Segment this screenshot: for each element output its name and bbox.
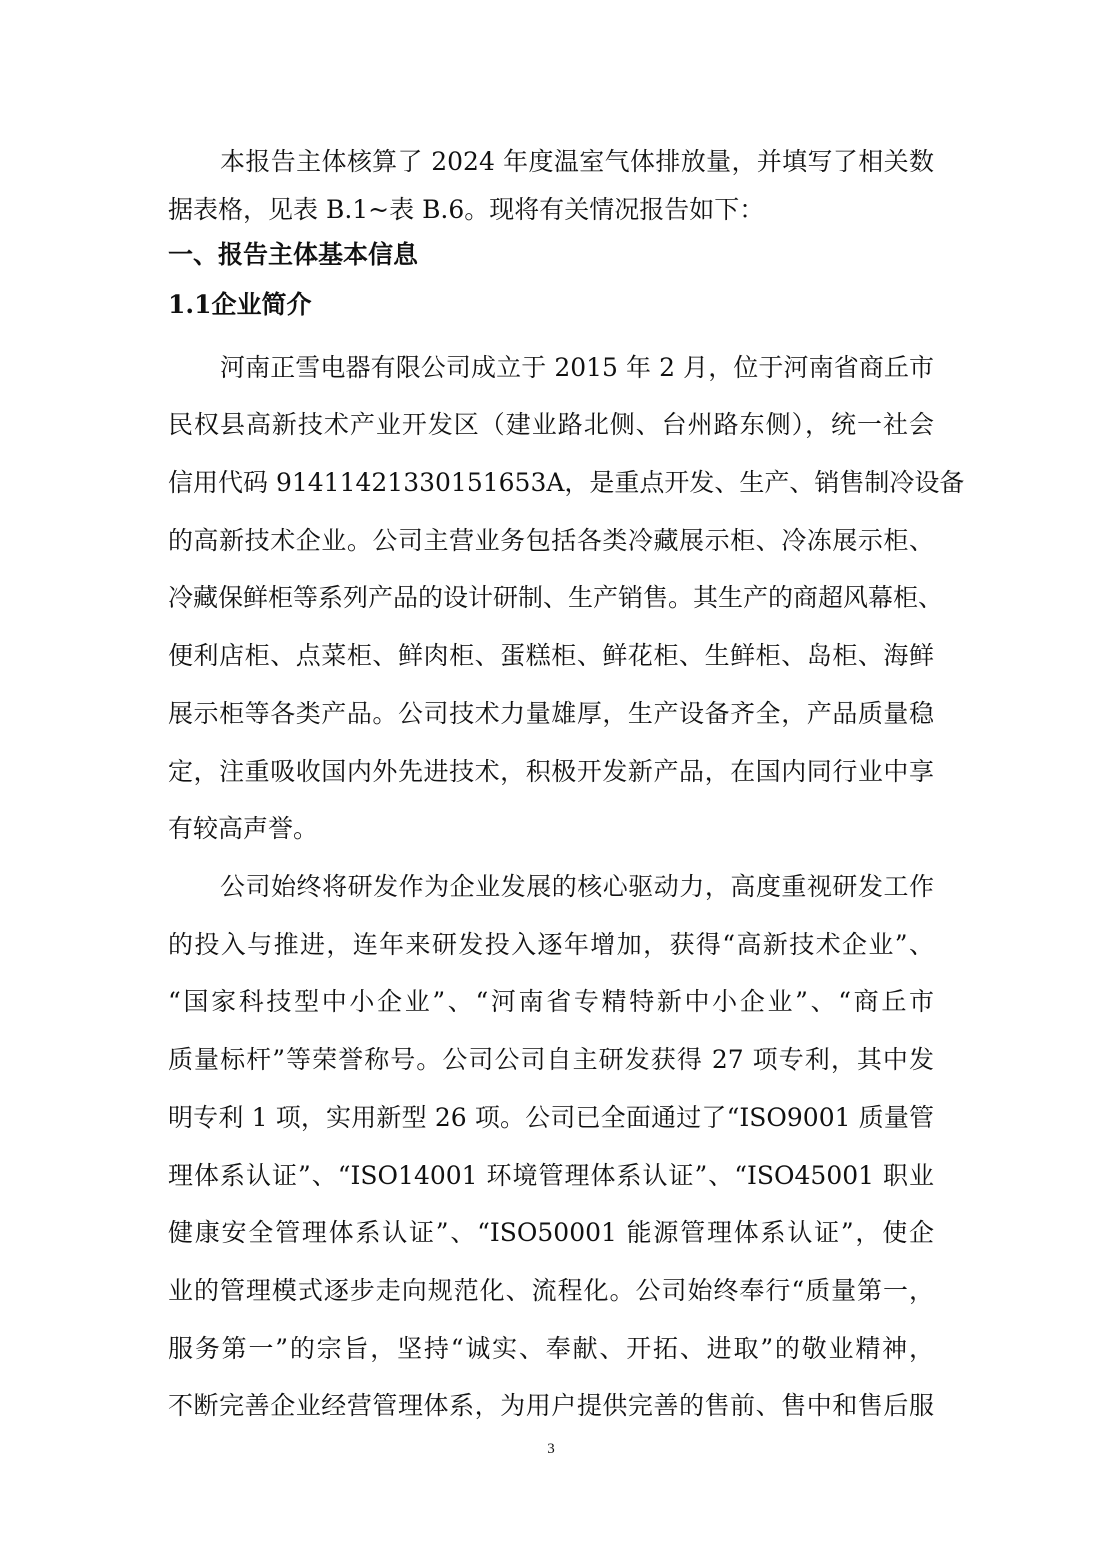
paragraph-line: 健康安全管理体系认证”、“ISO50001 能源管理体系认证”，使企 [168,1218,934,1247]
paragraph-line: 冷藏保鲜柜等系列产品的设计研制、生产销售。其生产的商超风幕柜、 [168,583,944,612]
paragraph-line: 业的管理模式逐步走向规范化、流程化。公司始终奉行“质量第一， [168,1276,934,1305]
subsection-heading: 1.1企业简介 [168,290,312,319]
paragraph-line: 的投入与推进，连年来研发投入逐年增加，获得“高新技术企业”、 [168,930,934,959]
paragraph-line: 民权县高新技术产业开发区（建业路北侧、台州路东侧），统一社会 [168,410,934,439]
section-heading: 一、报告主体基本信息 [168,240,419,269]
paragraph-line: 明专利 1 项，实用新型 26 项。公司已全面通过了“ISO9001 质量管 [168,1103,934,1132]
paragraph-line: 展示柜等各类产品。公司技术力量雄厚，生产设备齐全，产品质量稳 [168,699,934,728]
paragraph-line: “国家科技型中小企业”、“河南省专精特新中小企业”、“商丘市 [168,987,934,1016]
paragraph-line: 质量标杆”等荣誉称号。公司公司自主研发获得 27 项专利，其中发 [168,1045,934,1074]
page-number: 3 [547,1441,555,1457]
paragraph-line: 据表格，见表 B.1~表 B.6。现将有关情况报告如下： [168,195,765,224]
paragraph-line: 信用代码 91411421330151653A，是重点开发、生产、销售制冷设备 [168,468,965,497]
paragraph-line: 理体系认证”、“ISO14001 环境管理体系认证”、“ISO45001 职业 [168,1161,934,1190]
paragraph-line: 不断完善企业经营管理体系，为用户提供完善的售前、售中和售后服 [168,1391,934,1420]
paragraph-line: 有较高声誉。 [168,814,319,843]
paragraph-line: 服务第一”的宗旨，坚持“诚实、奉献、开拓、进取”的敬业精神， [168,1334,934,1363]
paragraph-line: 本报告主体核算了 2024 年度温室气体排放量，并填写了相关数 [220,147,934,176]
paragraph-line: 公司始终将研发作为企业发展的核心驱动力，高度重视研发工作 [220,872,934,901]
paragraph-line: 定，注重吸收国内外先进技术，积极开发新产品，在国内同行业中享 [168,757,934,786]
paragraph-line: 便利店柜、点菜柜、鲜肉柜、蛋糕柜、鲜花柜、生鲜柜、岛柜、海鲜 [168,641,934,670]
paragraph-line: 河南正雪电器有限公司成立于 2015 年 2 月，位于河南省商丘市 [220,353,934,382]
paragraph-line: 的高新技术企业。公司主营业务包括各类冷藏展示柜、冷冻展示柜、 [168,526,934,555]
